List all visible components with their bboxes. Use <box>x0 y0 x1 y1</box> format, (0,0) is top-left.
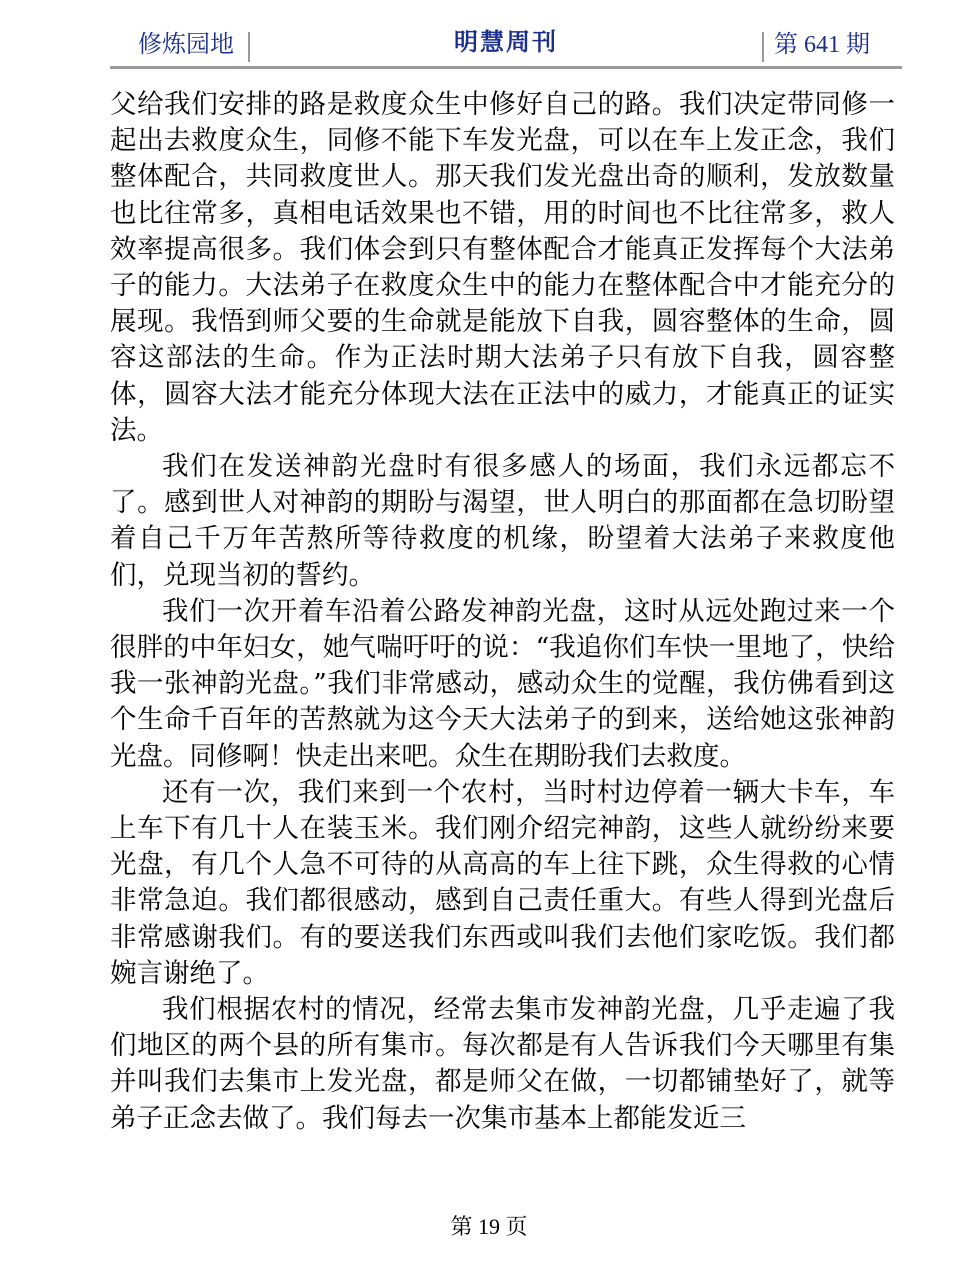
header-divider-right <box>762 32 764 62</box>
article-body <box>110 87 895 1137</box>
paragraph: 我们根据农村的情况，经常去集市发神韵光盘，几乎走遍了我们地区的两个县的所有集市。每次都是有人告诉我们今天哪里有集并叫我们去集市上发光盘，都是师父在做，一切都铺垫好了，就等弟子正念去做了。我们每去一次集市基本上都能发近三 <box>110 994 895 1134</box>
paragraph: 还有一次，我们来到一个农村，当时村边停着一辆大卡车，车上车下有几十人在装玉米。我们刚介绍完神韵，这些人就纷纷来要光盘，有几个人急不可待的从高高的车上往下跳，众生得救的心情非常急迫。我们都很感动，感到自己责任重大。有些人得到光盘后非常感谢我们。有的要送我们东西或叫我们去他们家吃饭。我们都婉言谢绝了。 <box>110 776 895 989</box>
paragraph: 我们一次开着车沿着公路发神韵光盘，这时从远处跑过来一个很胖的中年妇女，她气喘吁吁的说：“我追你们车快一里地了，快给我一张神韵光盘。”我们非常感动，感动众生的觉醒，我仿佛看到这个生命千百年的苦熬就为这今天大法弟子的到来，送给她这张神韵光盘。同修啊！快走出来吧。众生在期盼我们去救度。 <box>110 595 895 772</box>
paragraph: 父给我们安排的路是救度众生中修好自己的路。我们决定带同修一起出去救度众生，同修不能下车发光盘，可以在车上发正念，我们整体配合，共同救度世人。那天我们发光盘出奇的顺利，发放数量也比往常多，真相电话效果也不错，用的时间也不比往常多，救人效率提高很多。我们体会到只有整体配合才能真正发挥每个大法弟子的能力。大法弟子在救度众生中的能力在整体配合中才能充分的展现。我悟到师父要的生命就是能放下自我，圆容整体的生命，圆容这部法的生命。作为正法时期大法弟子只有放下自我，圆容整体，圆容大法才能充分体现大法在正法中的威力，才能真正的证实法。 <box>110 89 895 446</box>
issue-number: 第 641 期 <box>774 32 870 58</box>
page-header <box>110 30 902 70</box>
section-name: 修炼园地 <box>138 32 234 58</box>
page-number: 第 19 页 <box>450 1214 528 1239</box>
paragraph: 我们在发送神韵光盘时有很多感人的场面，我们永远都忘不了。感到世人对神韵的期盼与渴望，世人明白的那面都在急切盼望着自己千万年苦熬所等待救度的机缘，盼望着大法弟子来救度他们，兑现当初的誓约。 <box>110 451 895 591</box>
header-rule <box>110 66 902 69</box>
publication-title: 明慧周刊 <box>454 28 558 56</box>
